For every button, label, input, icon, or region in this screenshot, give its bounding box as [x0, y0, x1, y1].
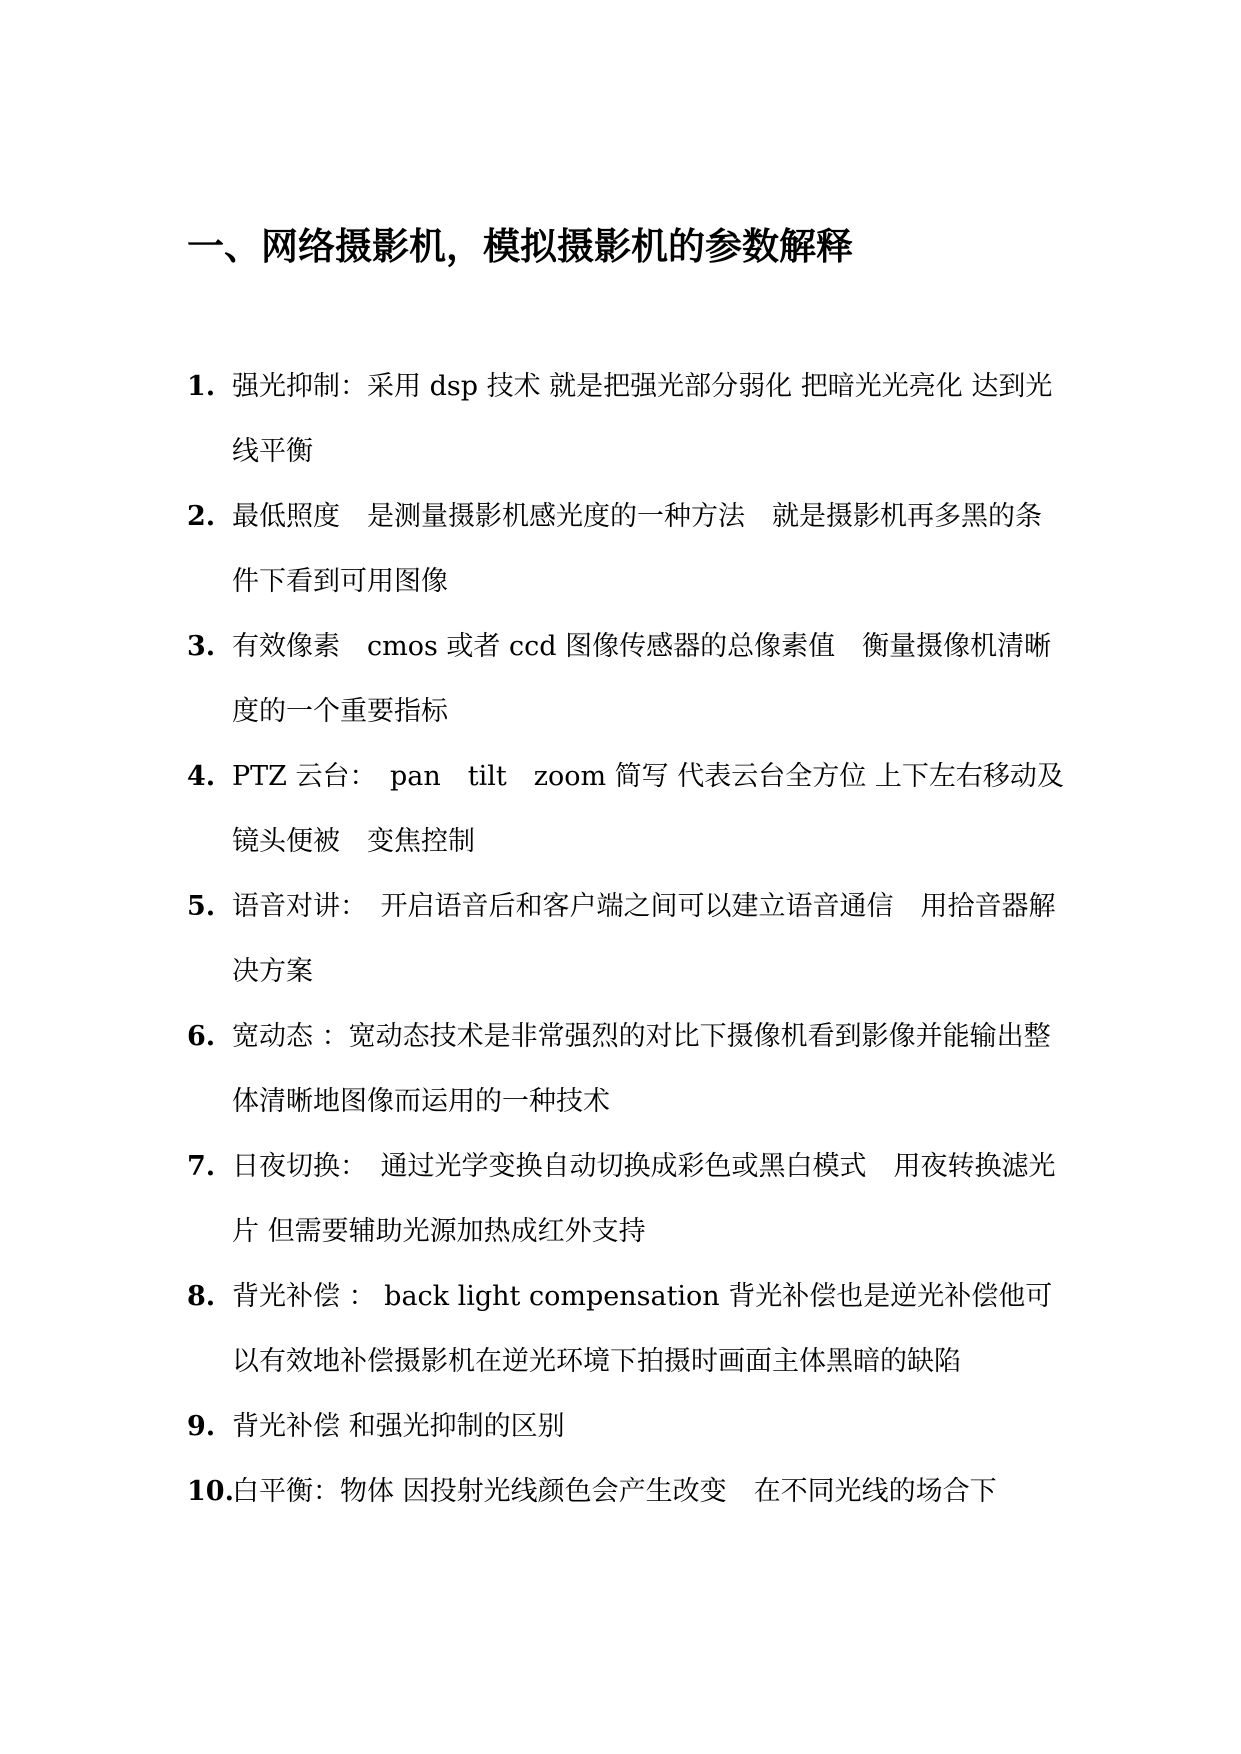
list-item	[187, 1004, 1067, 1134]
item-text: 强光抑制：采用 dsp 技术 就是把强光部分弱化 把暗光光亮化 达到光线平衡	[232, 371, 1053, 467]
list-item	[187, 484, 1067, 614]
item-text: PTZ 云台： pan tilt zoom 简写 代表云台全方位 上下左右移动及镜头便被 变焦控制	[232, 761, 1064, 857]
item-number: 4.	[187, 761, 216, 792]
item-number: 9.	[187, 1411, 216, 1442]
list-item	[187, 1264, 1067, 1394]
item-text: 白平衡：物体 因投射光线颜色会产生改变 在不同光线的场合下	[232, 1476, 997, 1507]
item-text: 有效像素 cmos 或者 ccd 图像传感器的总像素值 衡量摄像机清晰度的一个重要指标	[232, 631, 1052, 727]
parameter-list	[187, 354, 1067, 1524]
item-number: 1.	[187, 371, 216, 402]
item-text: 背光补偿 和强光抑制的区别	[232, 1411, 565, 1442]
list-item	[187, 354, 1067, 484]
list-item	[187, 874, 1067, 1004]
list-item	[187, 744, 1067, 874]
document-title: 一、网络摄影机，模拟摄影机的参数解释	[187, 224, 853, 268]
item-text: 背光补偿 ： back light compensation 背光补偿也是逆光补偿他可以有效地补偿摄影机在逆光环境下拍摄时画面主体黑暗的缺陷	[232, 1281, 1053, 1377]
list-item	[187, 1134, 1067, 1264]
item-number: 2.	[187, 501, 216, 532]
item-number: 10.	[187, 1476, 234, 1507]
item-text: 语音对讲： 开启语音后和客户端之间可以建立语音通信 用拾音器解决方案	[232, 891, 1056, 987]
item-number: 6.	[187, 1021, 216, 1052]
item-number: 8.	[187, 1281, 216, 1312]
list-item	[187, 614, 1067, 744]
item-number: 5.	[187, 891, 216, 922]
list-item	[187, 1459, 1067, 1524]
item-number: 7.	[187, 1151, 216, 1182]
list-item	[187, 1394, 1067, 1459]
item-text: 最低照度 是测量摄影机感光度的一种方法 就是摄影机再多黑的条件下看到可用图像	[232, 501, 1042, 597]
item-number: 3.	[187, 631, 216, 662]
item-text: 日夜切换： 通过光学变换自动切换成彩色或黑白模式 用夜转换滤光片 但需要辅助光源加热成红外支持	[232, 1151, 1056, 1247]
item-text: 宽动态 ：宽动态技术是非常强烈的对比下摄像机看到影像并能输出整体清晰地图像而运用的一种技术	[232, 1021, 1051, 1117]
